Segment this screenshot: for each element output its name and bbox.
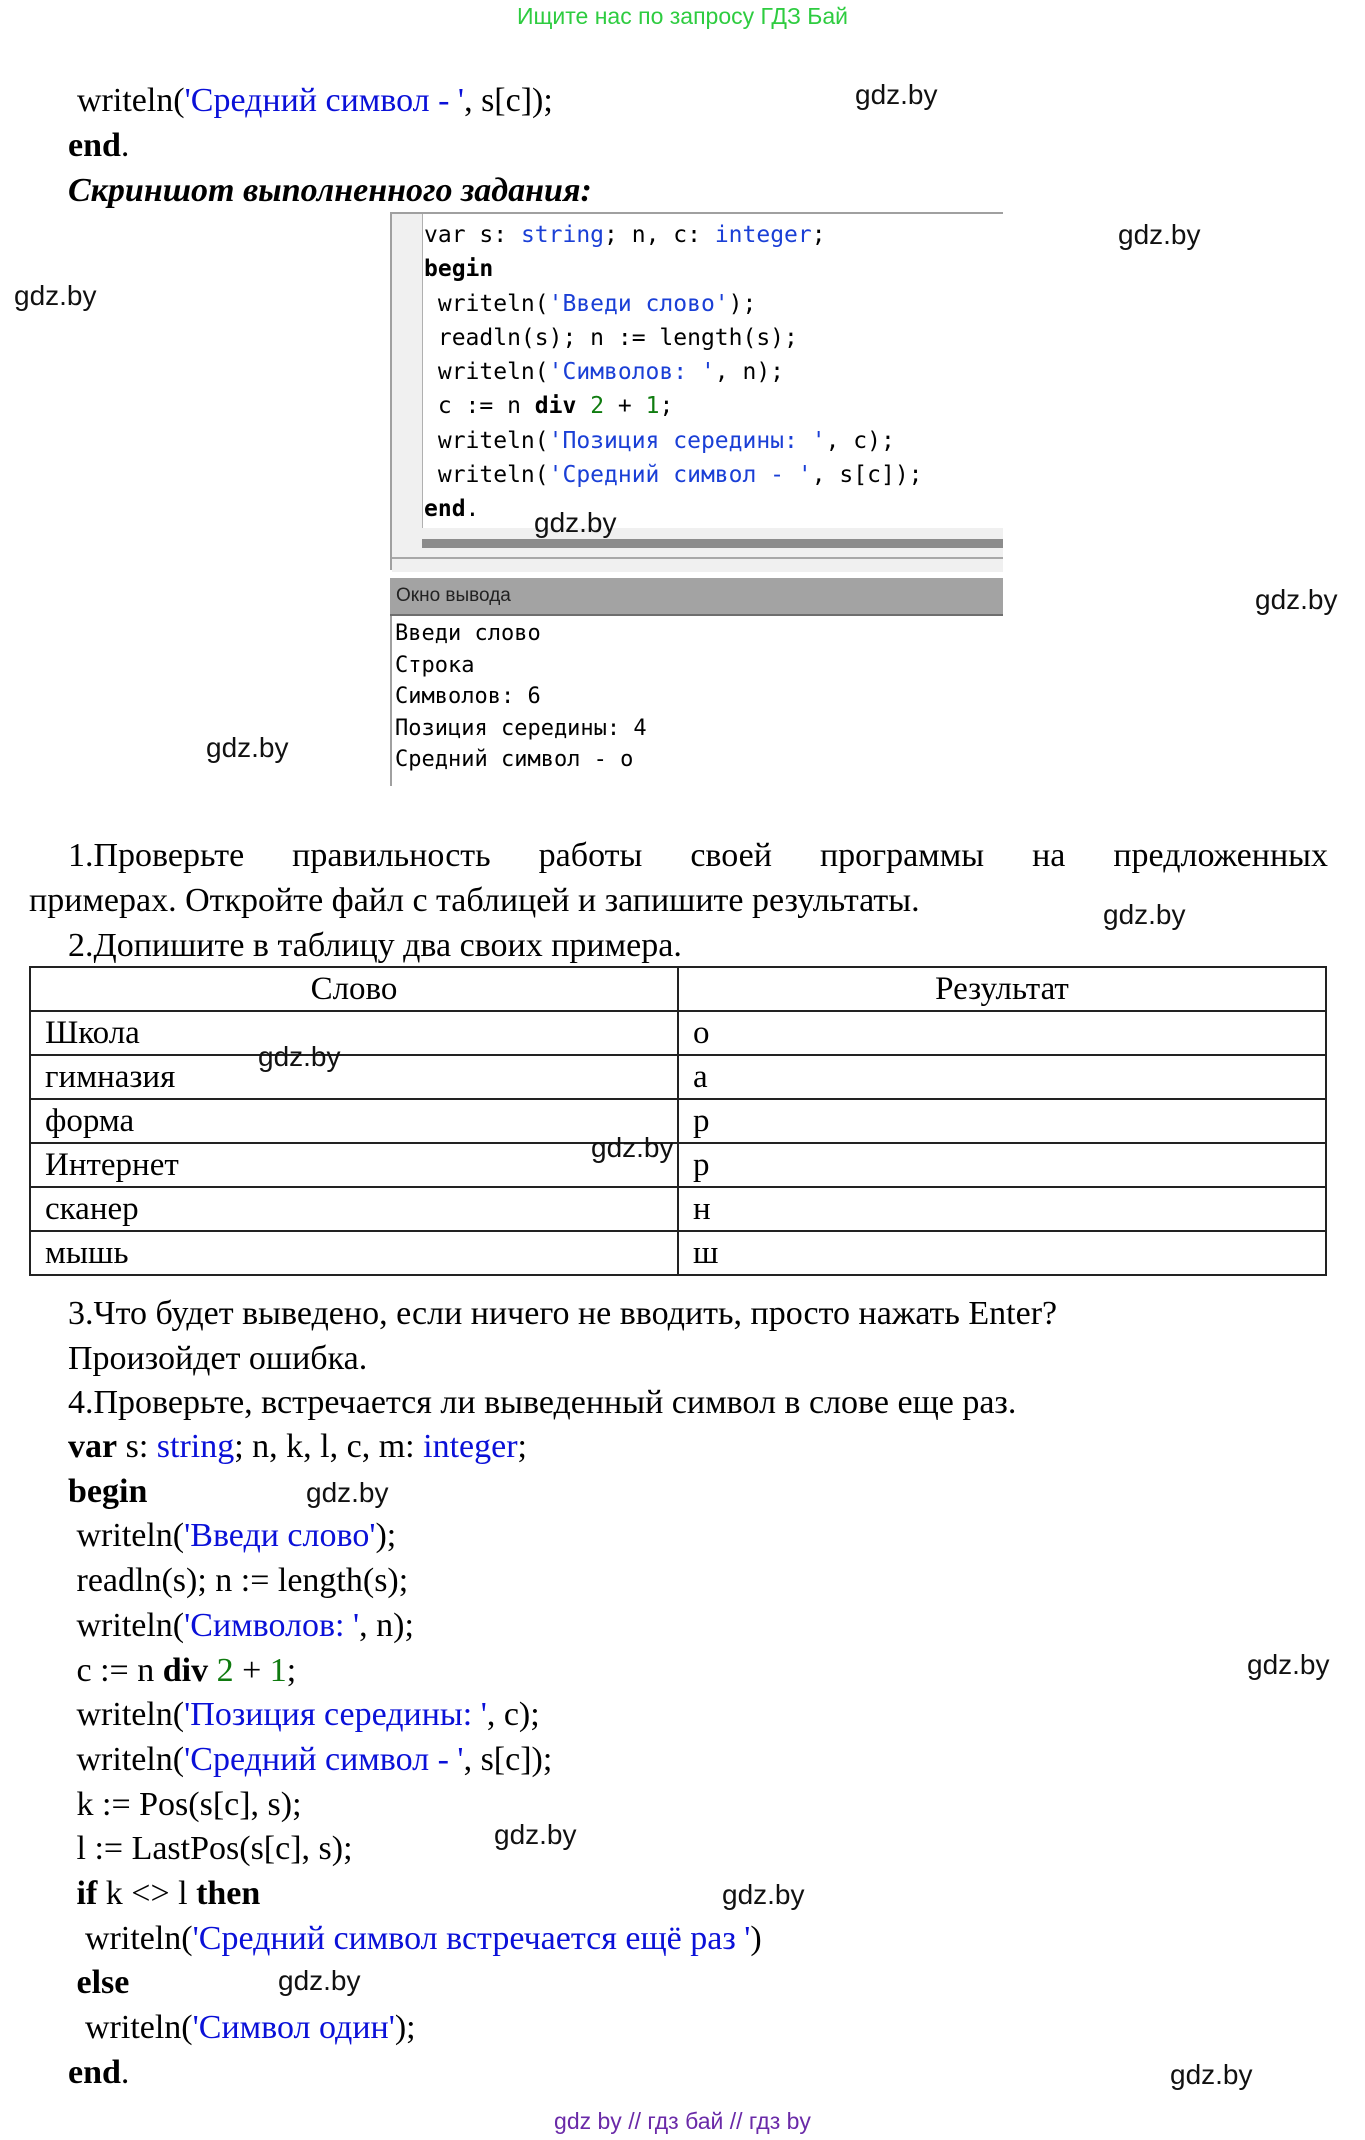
code-str: 'Введи слово' xyxy=(548,290,729,317)
task-2: 2.Допишите в таблицу два своих примера. xyxy=(68,927,682,964)
code-plain: writeln( xyxy=(68,1919,193,1957)
task-1-line-2: примерах. Откройте файл с таблицей и запишите результаты. xyxy=(29,882,920,919)
code-line xyxy=(68,1649,762,1694)
search-banner[interactable]: Ищите нас по запросу ГДЗ Бай xyxy=(516,3,849,29)
task-4: 4.Проверьте, встречается ли выведенный символ в слове еще раз. xyxy=(68,1384,1017,1421)
code-num: 2 xyxy=(216,1651,234,1689)
code-line xyxy=(424,492,923,526)
code-kw: if xyxy=(76,1875,98,1913)
code-plain: ; n, k, l, c, m: xyxy=(234,1428,424,1465)
code-line xyxy=(424,458,923,492)
task-3-answer: Произойдет ошибка. xyxy=(68,1340,368,1377)
code-plain: . xyxy=(465,496,480,523)
code-line xyxy=(68,1827,762,1872)
code-plain: ; n, c: xyxy=(604,222,715,248)
table-header-row xyxy=(30,967,1326,1011)
code-plain: ; xyxy=(517,1428,527,1465)
panel-divider xyxy=(392,557,1003,559)
output-window xyxy=(390,616,1003,786)
code-plain: var s: xyxy=(424,222,521,248)
column-header-result: Результат xyxy=(678,967,1326,1011)
cell-word: гимназия xyxy=(30,1055,678,1099)
cell-word: мышь xyxy=(30,1231,678,1275)
code-keyword: end xyxy=(68,127,121,164)
results-table xyxy=(29,966,1327,1276)
code-line xyxy=(68,2006,762,2051)
code-plain xyxy=(68,1875,77,1912)
code-plain: writeln( xyxy=(424,427,549,454)
editor-bottom-bar xyxy=(392,528,1003,572)
code-line xyxy=(68,1917,762,1962)
cell-word: Школа xyxy=(30,1011,678,1055)
cell-result: ш xyxy=(678,1231,1326,1275)
code-plain: , c); xyxy=(486,1696,540,1734)
code-plain: , n); xyxy=(714,359,785,386)
code-kw: div xyxy=(534,393,577,420)
watermark: gdz.by xyxy=(1118,219,1201,250)
editor-code[interactable] xyxy=(424,218,923,527)
code-line xyxy=(68,1559,762,1604)
code-type: string xyxy=(520,222,605,248)
output-window-title: Окно вывода xyxy=(390,578,1003,616)
code-plain: , n); xyxy=(359,1606,414,1644)
code-str: 'Символов: ' xyxy=(548,359,715,386)
output-line: Введи слово xyxy=(395,621,541,646)
code-line xyxy=(424,252,923,286)
code-line xyxy=(68,2051,762,2096)
code-plain: writeln( xyxy=(68,2009,193,2047)
code-plain: , s[c]); xyxy=(463,1740,553,1778)
cell-word: Интернет xyxy=(30,1143,678,1187)
code-line xyxy=(424,424,923,458)
code-str: 'Введи слово' xyxy=(184,1517,376,1555)
code-line xyxy=(424,389,923,423)
code-plain: ); xyxy=(728,290,757,317)
code-line xyxy=(68,1604,762,1649)
code-line xyxy=(68,1693,762,1738)
watermark: gdz.by xyxy=(1247,1649,1330,1680)
code-type: integer xyxy=(714,222,812,248)
watermark: gdz.by xyxy=(258,1041,341,1072)
code-kw: begin xyxy=(68,1472,148,1510)
table-row xyxy=(30,1055,1326,1099)
code-num: 1 xyxy=(269,1651,287,1689)
code-kw: begin xyxy=(424,256,494,283)
output-line: Средний символ - о xyxy=(395,747,634,772)
code-plain: k := Pos(s[c], s); xyxy=(68,1785,302,1823)
code-plain: readln(s); n := length(s); xyxy=(424,324,798,351)
table-row xyxy=(30,1187,1326,1231)
code-plain xyxy=(208,1652,217,1689)
cell-word: сканер xyxy=(30,1187,678,1231)
watermark: gdz.by xyxy=(591,1132,674,1163)
output-line: Символов: 6 xyxy=(395,684,541,709)
code-plain: writeln( xyxy=(424,462,549,489)
code-plain: , c); xyxy=(825,427,895,454)
code-plain: , s[c]); xyxy=(811,462,923,489)
code-line xyxy=(68,1961,762,2006)
horizontal-scrollbar[interactable] xyxy=(422,539,1003,548)
code-kw: end xyxy=(424,496,466,523)
watermark: gdz.by xyxy=(1170,2059,1253,2090)
code-line xyxy=(424,287,923,321)
code-plain: writeln( xyxy=(68,1606,185,1644)
watermark: gdz.by xyxy=(206,732,289,763)
code-plain: . xyxy=(120,2053,130,2091)
code-plain: ; xyxy=(286,1651,297,1689)
code-kw: then xyxy=(196,1875,261,1913)
watermark: gdz.by xyxy=(1255,584,1338,615)
code-plain: c := n xyxy=(424,393,535,420)
code-line xyxy=(68,1470,762,1515)
code-kw: div xyxy=(162,1651,209,1689)
cell-word: форма xyxy=(30,1099,678,1143)
editor-gutter xyxy=(392,214,423,528)
code-plain: + xyxy=(604,393,646,420)
watermark: gdz.by xyxy=(306,1477,389,1508)
watermark: gdz.by xyxy=(494,1819,577,1850)
watermark: gdz.by xyxy=(855,79,938,110)
code-line xyxy=(68,1425,762,1470)
code-string: 'Средний символ - ' xyxy=(184,82,465,119)
code-plain: writeln( xyxy=(424,290,549,317)
code-line xyxy=(68,1783,762,1828)
code-str: 'Позиция середины: ' xyxy=(548,427,826,454)
code-kw: end xyxy=(68,2053,121,2091)
table-row xyxy=(30,1011,1326,1055)
code-plain xyxy=(576,393,590,419)
screenshot-heading: Скриншот выполненного задания: xyxy=(68,172,592,209)
code-plain: ; xyxy=(811,222,826,248)
code-line xyxy=(424,321,923,355)
cell-result: н xyxy=(678,1187,1326,1231)
code-kw: else xyxy=(76,1964,130,2002)
code-plain: s: xyxy=(117,1428,157,1465)
code-plain: writeln( xyxy=(68,1696,185,1734)
code-line-end xyxy=(68,123,129,168)
code-editor-panel xyxy=(390,212,1003,570)
code-token: , s[c]); xyxy=(464,82,553,119)
watermark: gdz.by xyxy=(1103,899,1186,930)
code-str: string xyxy=(156,1428,235,1465)
watermark: gdz.by xyxy=(722,1879,805,1910)
code-plain: c := n xyxy=(68,1651,163,1689)
program-listing xyxy=(68,1425,762,2096)
code-line-writeln xyxy=(77,78,553,123)
code-plain: readln(s); n := length(s); xyxy=(68,1562,409,1600)
code-num: 2 xyxy=(590,393,605,420)
code-str: 'Символ один' xyxy=(192,2009,395,2047)
code-str: 'Средний символ встречается ещё раз ' xyxy=(192,1919,751,1957)
code-str: 'Средний символ - ' xyxy=(184,1740,464,1778)
cell-result: р xyxy=(678,1143,1326,1187)
code-plain: writeln( xyxy=(68,1740,185,1778)
code-plain: writeln( xyxy=(68,1517,185,1555)
code-plain: ; xyxy=(659,393,674,420)
code-str: 'Символов: ' xyxy=(184,1606,360,1644)
task-3: 3.Что будет выведено, если ничего не вводить, просто нажать Enter? xyxy=(68,1295,1058,1332)
code-plain xyxy=(68,1964,77,2001)
code-plain: ); xyxy=(394,2009,416,2047)
output-line: Позиция середины: 4 xyxy=(395,715,647,741)
code-plain: ); xyxy=(375,1517,397,1555)
code-plain: + xyxy=(233,1651,270,1689)
code-num: 1 xyxy=(645,393,660,420)
code-plain: k <> l xyxy=(97,1875,197,1913)
code-kw: var xyxy=(68,1428,118,1465)
code-plain: ) xyxy=(750,1919,762,1957)
cell-result: а xyxy=(678,1055,1326,1099)
code-str: integer xyxy=(423,1428,518,1465)
code-plain: l := LastPos(s[c], s); xyxy=(68,1830,353,1868)
watermark: gdz.by xyxy=(278,1965,361,1996)
watermark: gdz.by xyxy=(534,507,617,538)
column-header-word: Слово xyxy=(30,967,678,1011)
watermark: gdz.by xyxy=(14,280,97,311)
footer-links[interactable]: gdz by // гдз бай // гдз by xyxy=(554,2108,811,2134)
cell-result: о xyxy=(678,1011,1326,1055)
cell-result: р xyxy=(678,1099,1326,1143)
table-row xyxy=(30,1099,1326,1143)
code-line xyxy=(68,1514,762,1559)
code-token: writeln( xyxy=(77,82,185,119)
code-token: . xyxy=(120,127,130,164)
code-line xyxy=(68,1738,762,1783)
code-line xyxy=(68,1872,762,1917)
code-str: 'Средний символ - ' xyxy=(548,462,812,489)
code-line xyxy=(424,355,923,389)
code-str: 'Позиция середины: ' xyxy=(184,1696,487,1734)
table-row xyxy=(30,1143,1326,1187)
task-1-line-1: 1.Проверьте правильность работы своей программы на предложенных xyxy=(68,837,1328,874)
table-row xyxy=(30,1231,1326,1275)
output-line: Строка xyxy=(395,652,475,678)
code-plain: writeln( xyxy=(424,359,549,386)
code-line xyxy=(424,218,923,252)
